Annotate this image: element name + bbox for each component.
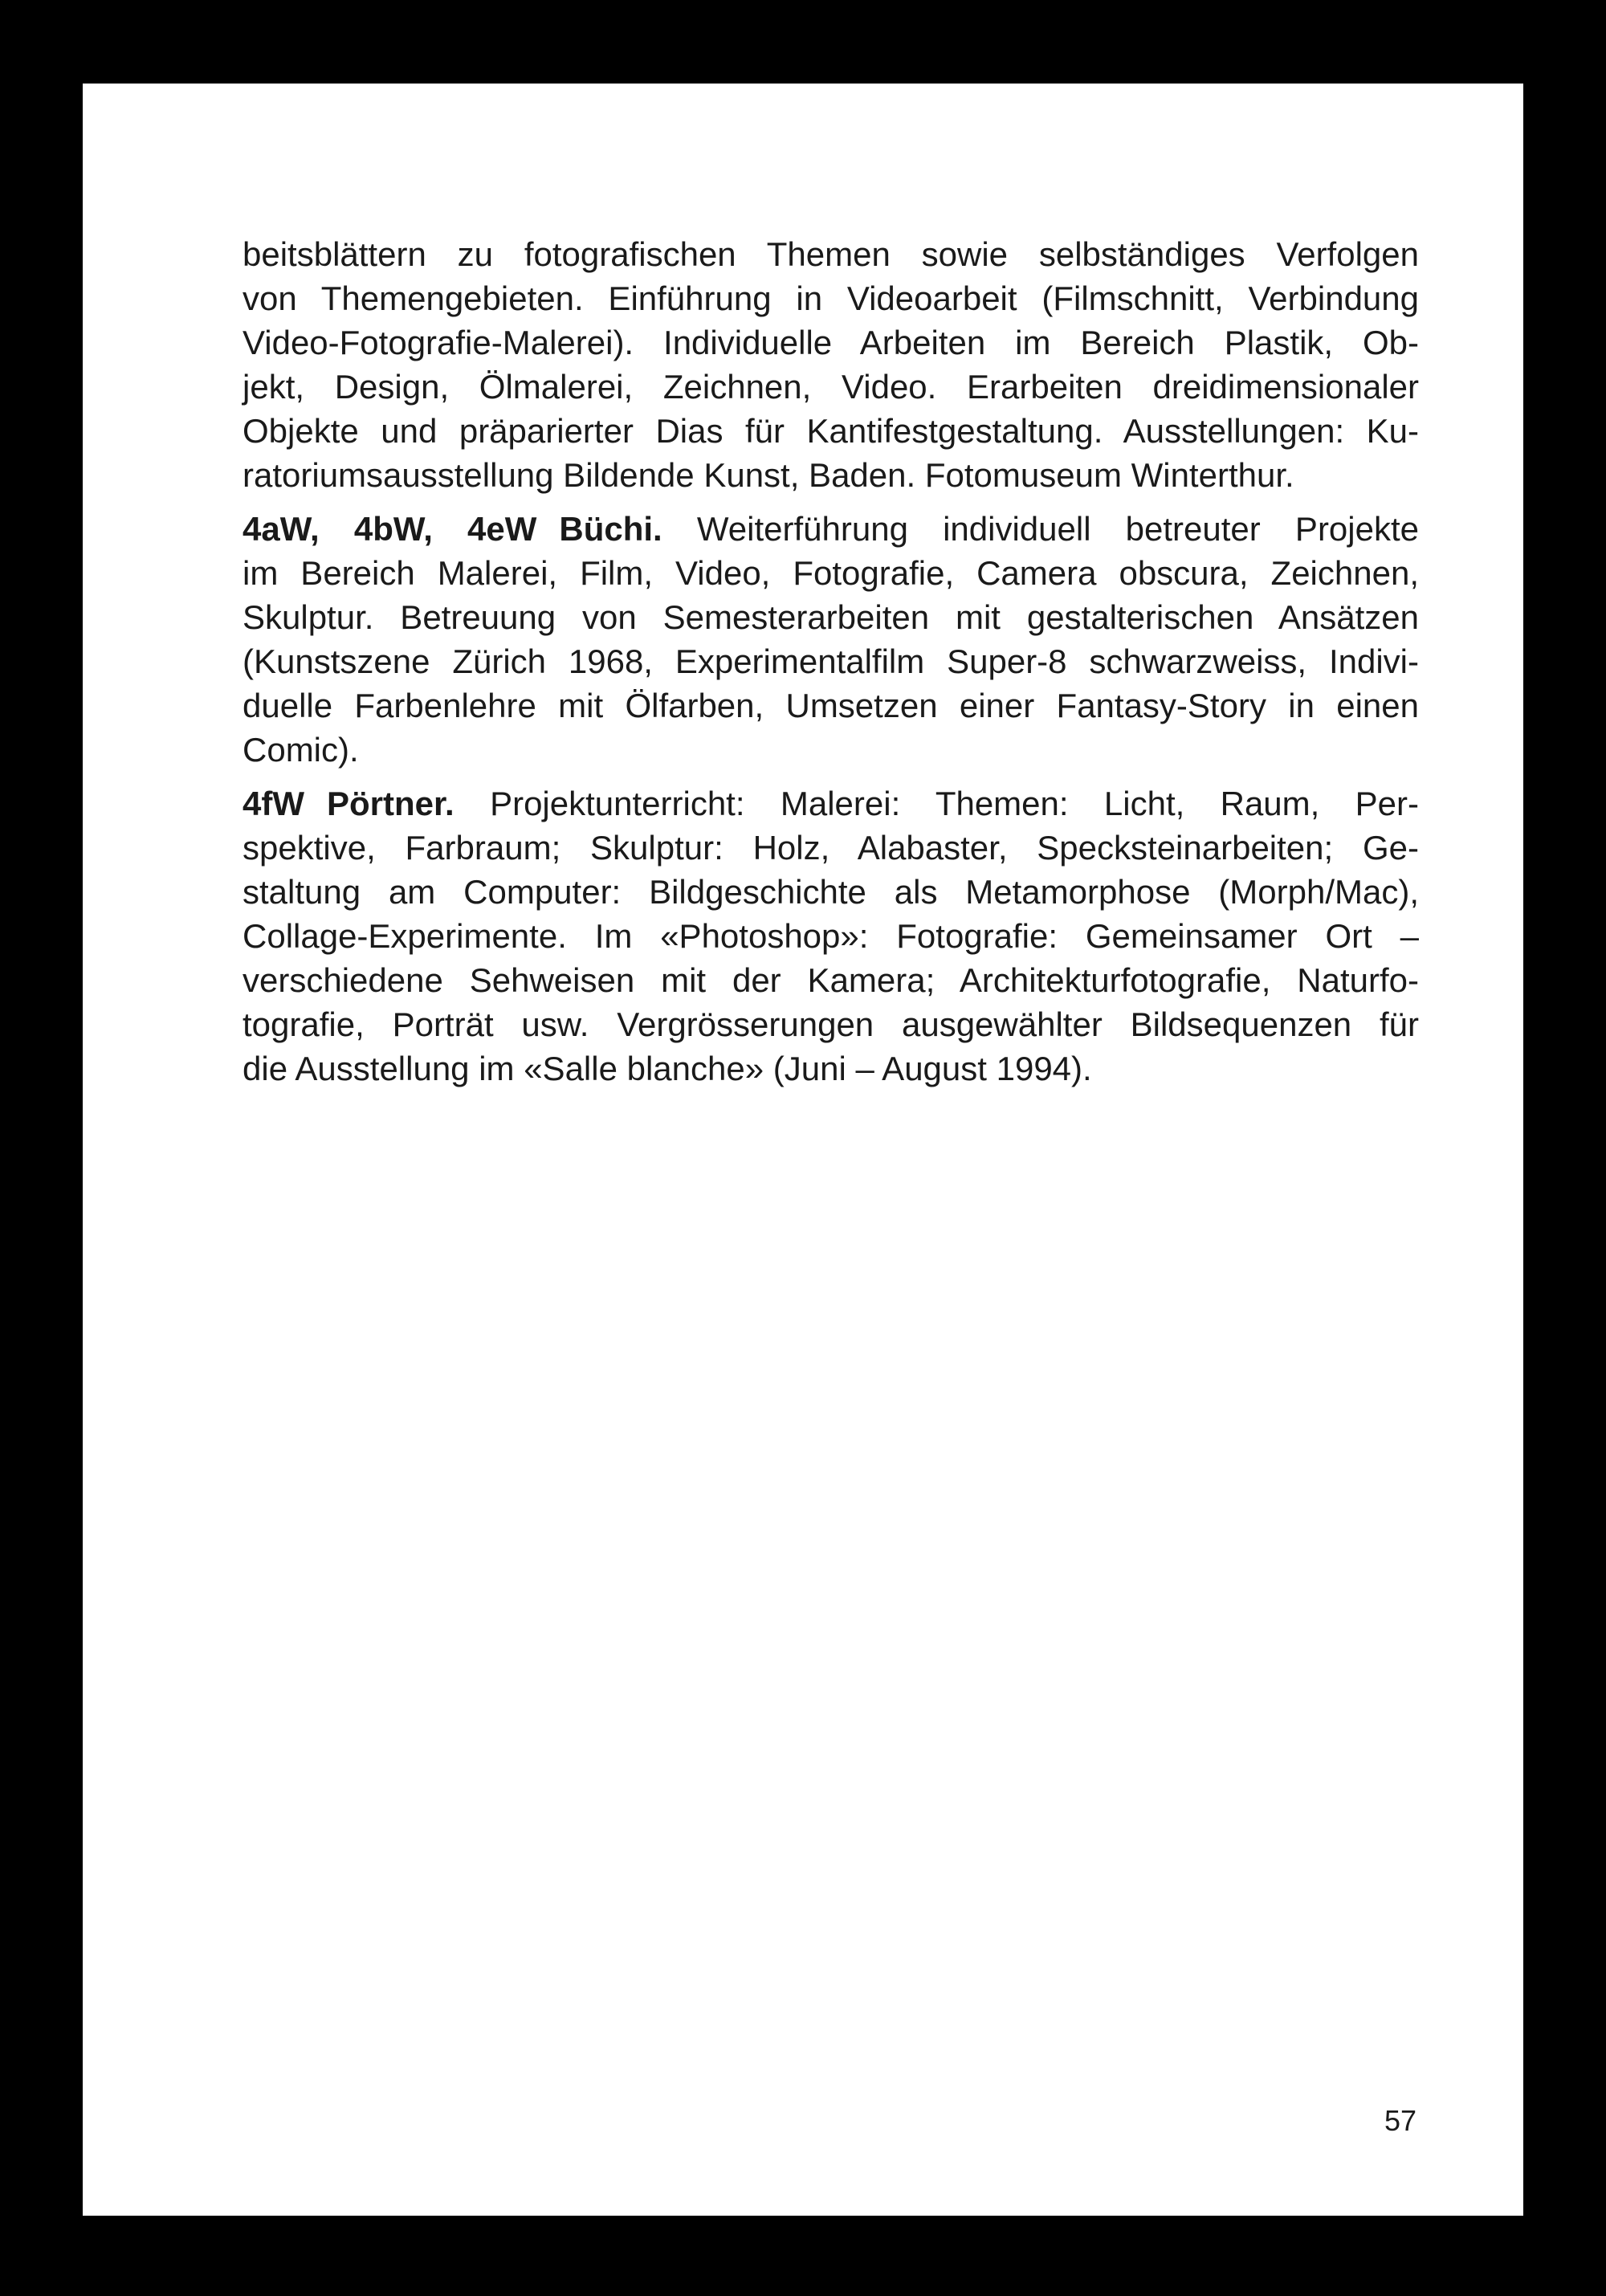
teacher-name: Büchi. bbox=[559, 510, 662, 548]
paragraph-1 bbox=[243, 232, 1419, 497]
paragraph-3 bbox=[243, 781, 1419, 1091]
paragraph-2 bbox=[243, 507, 1419, 772]
document-body bbox=[243, 232, 1419, 1100]
document-page bbox=[83, 84, 1523, 2216]
page-number: 57 bbox=[1384, 2104, 1416, 2137]
text-line: ratoriumsausstellung Bildende Kunst, Baden. Fotomuseum Winterthur. bbox=[243, 456, 1294, 494]
text-line: die Ausstellung im «Salle blanche» (Juni – August 1994). bbox=[243, 1050, 1092, 1087]
teacher-name: Pörtner. bbox=[327, 785, 454, 822]
text-line: tografie, Porträt usw. Vergrösserungen ausgewählter Bildsequenzen für bbox=[243, 1005, 1419, 1043]
text-line: von Themengebieten. Einführung in Videoarbeit (Filmschnitt, Verbindung bbox=[243, 279, 1419, 317]
text-line-first bbox=[243, 507, 1419, 551]
text-line: duelle Farbenlehre mit Ölfarben, Umsetzen einer Fantasy-Story in einen bbox=[243, 687, 1419, 724]
class-codes: 4aW, 4bW, 4eW bbox=[243, 510, 537, 548]
first-line-text: Weiterführung individuell betreuter Projekte bbox=[696, 510, 1420, 548]
text-line: verschiedene Sehweisen mit der Kamera; Architekturfotografie, Naturfo- bbox=[243, 961, 1419, 999]
text-line: beitsblättern zu fotografischen Themen sowie selbständiges Verfolgen bbox=[243, 235, 1419, 273]
text-line: spektive, Farbraum; Skulptur: Holz, Alabaster, Specksteinarbeiten; Ge- bbox=[243, 829, 1419, 867]
text-line: jekt, Design, Ölmalerei, Zeichnen, Video. Erarbeiten dreidimensionaler bbox=[243, 368, 1419, 406]
text-line: staltung am Computer: Bildgeschichte als Metamorphose (Morph/Mac), bbox=[243, 873, 1419, 911]
class-codes: 4fW bbox=[243, 785, 304, 822]
text-line: im Bereich Malerei, Film, Video, Fotografie, Camera obscura, Zeichnen, bbox=[243, 554, 1419, 592]
text-line: Comic). bbox=[243, 731, 359, 769]
text-line: (Kunstszene Zürich 1968, Experimentalfilm Super-8 schwarzweiss, Indivi- bbox=[243, 642, 1419, 680]
text-line: Collage-Experimente. Im «Photoshop»: Fotografie: Gemeinsamer Ort – bbox=[243, 917, 1419, 955]
first-line-text: Projektunterricht: Malerei: Themen: Licht, Raum, Per- bbox=[490, 785, 1419, 822]
text-line-first bbox=[243, 781, 1419, 826]
text-line: Skulptur. Betreuung von Semesterarbeiten mit gestalterischen Ansätzen bbox=[243, 598, 1419, 636]
text-line: Video-Fotografie-Malerei). Individuelle Arbeiten im Bereich Plastik, Ob- bbox=[243, 324, 1419, 361]
text-line: Objekte und präparierter Dias für Kantifestgestaltung. Ausstellungen: Ku- bbox=[243, 412, 1419, 450]
